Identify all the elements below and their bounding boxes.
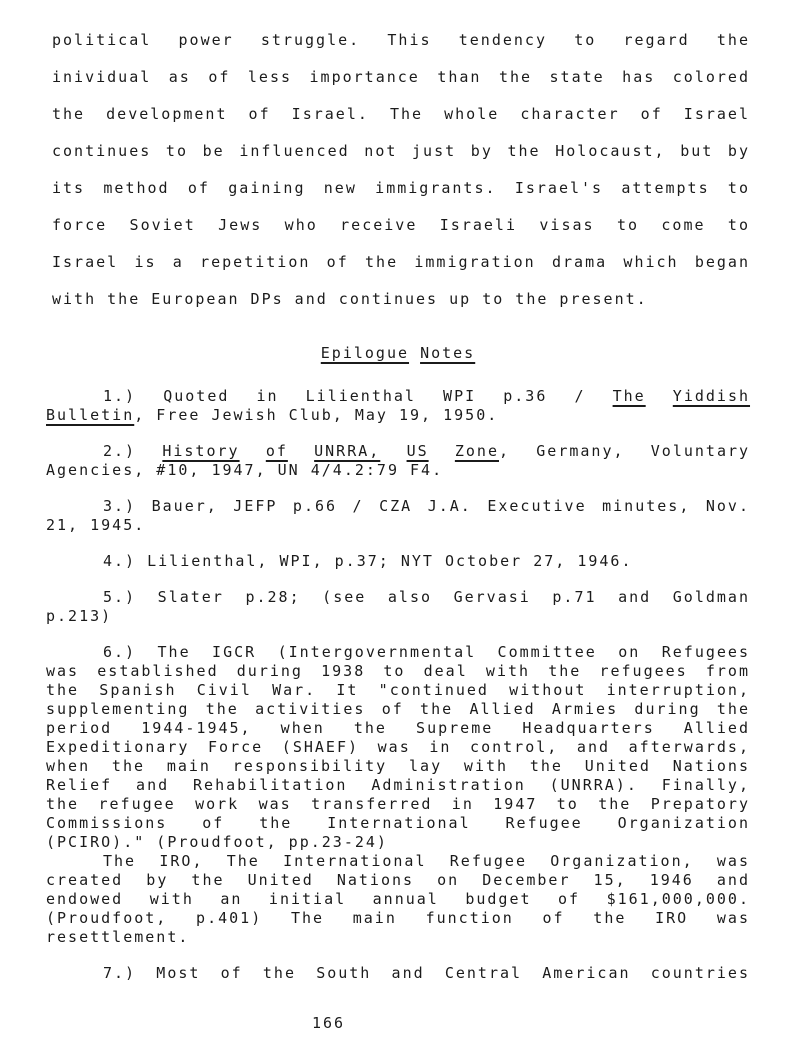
underlined-text: The: [612, 387, 646, 405]
text-line: [46, 719, 750, 738]
text-segment: the Spanish Civil War. It "continued without interruption,: [46, 681, 750, 699]
text-line: [52, 244, 750, 281]
text-segment: 7.) Most of the South and Central American countries: [103, 964, 750, 982]
text-line: [46, 738, 750, 757]
text-segment: , Germany, Voluntary: [499, 442, 751, 460]
text-segment: 3.) Bauer, JEFP p.66 / CZA J.A. Executive minutes, Nov.: [103, 497, 750, 515]
text-line: [46, 964, 750, 983]
text-segment: (PCIRO)." (Proudfoot, pp.23-24): [46, 833, 388, 851]
note-block: [46, 552, 750, 571]
underlined-text: US: [406, 442, 429, 460]
text-segment: The IRO, The International Refugee Organization, was: [103, 852, 750, 870]
text-line: [46, 662, 750, 681]
underlined-text: Zone: [454, 442, 499, 460]
text-segment: endowed with an initial annual budget of $161,000,000.: [46, 890, 750, 908]
text-line: [52, 281, 750, 318]
text-segment: with the European DPs and continues up to the present.: [52, 290, 648, 308]
text-line: [46, 681, 750, 700]
underlined-text: of: [265, 442, 288, 460]
text-line: [46, 871, 750, 890]
text-line: [52, 96, 750, 133]
text-line: [52, 22, 750, 59]
text-line: [46, 643, 750, 662]
note-block: [46, 643, 750, 947]
text-segment: inividual as of less importance than the state has colored: [52, 68, 750, 86]
text-segment: (Proudfoot, p.401) The main function of the IRO was: [46, 909, 750, 927]
text-segment: when the main responsibility lay with the United Nations: [46, 757, 750, 775]
text-line: [46, 776, 750, 795]
text-segment: force Soviet Jews who receive Israeli visas to come to: [52, 216, 750, 234]
text-segment: 2.): [103, 442, 163, 460]
text-line: [52, 207, 750, 244]
text-line: [46, 909, 750, 928]
text-segment: created by the United Nations on December 15, 1946 and: [46, 871, 750, 889]
text-line: [46, 442, 750, 461]
text-segment: Agencies, #10, 1947, UN 4/4.2:79 F4.: [46, 461, 444, 479]
text-line: [46, 795, 750, 814]
text-segment: 21, 1945.: [46, 516, 146, 534]
page-number: 166: [312, 1014, 346, 1032]
text-segment: 4.) Lilienthal, WPI, p.37; NYT October 27, 1946.: [103, 552, 633, 570]
paragraph-block: [52, 22, 750, 318]
text-line: [46, 387, 750, 406]
text-segment: [240, 442, 266, 460]
text-segment: [646, 387, 673, 405]
text-segment: p.213): [46, 607, 113, 625]
note-block: [46, 442, 750, 480]
text-segment: 1.) Quoted in Lilienthal WPI p.36 /: [103, 387, 613, 405]
text-line: [46, 497, 750, 516]
text-segment: 5.) Slater p.28; (see also Gervasi p.71 and Goldman: [103, 588, 750, 606]
text-line: [52, 133, 750, 170]
text-segment: the refugee work was transferred in 1947 to the Prepatory: [46, 795, 750, 813]
note-block: [46, 964, 750, 983]
text-line: [46, 814, 750, 833]
text-segment: the development of Israel. The whole character of Israel: [52, 105, 750, 123]
text-line: [46, 516, 750, 535]
text-segment: was established during 1938 to deal with the refugees from: [46, 662, 750, 680]
text-line: [46, 928, 750, 947]
underlined-text: UNRRA,: [314, 442, 381, 460]
text-segment: period 1944-1945, when the Supreme Headquarters Allied: [46, 719, 750, 737]
underlined-text: Yiddish: [672, 387, 751, 405]
text-line: [46, 406, 750, 425]
text-line: [46, 461, 750, 480]
text-segment: Relief and Rehabilitation Administration (UNRRA). Finally,: [46, 776, 750, 794]
text-line: [52, 59, 750, 96]
text-line: [46, 607, 750, 626]
text-segment: Expeditionary Force (SHAEF) was in control, and afterwards,: [46, 738, 750, 756]
text-line: [52, 170, 750, 207]
text-line: [46, 588, 750, 607]
text-segment: , Free Jewish Club, May 19, 1950.: [134, 406, 499, 424]
text-line: [46, 552, 750, 571]
underlined-text: Notes: [420, 344, 476, 362]
text-segment: Commissions of the International Refugee Organization: [46, 814, 750, 832]
heading-block: [46, 344, 750, 363]
note-block: [46, 588, 750, 626]
text-segment: resettlement.: [46, 928, 190, 946]
text-line: [46, 833, 750, 852]
text-segment: [288, 442, 314, 460]
underlined-text: History: [162, 442, 240, 460]
text-segment: [380, 442, 406, 460]
text-segment: supplementing the activities of the Allied Armies during the: [46, 700, 750, 718]
document-blocks: [46, 22, 750, 1000]
underlined-text: Bulletin: [46, 406, 135, 424]
text-line: [46, 852, 750, 871]
text-line: [46, 344, 750, 363]
underlined-text: Epilogue: [320, 344, 410, 362]
text-line: [46, 700, 750, 719]
text-segment: 6.) The IGCR (Intergovernmental Committee on Refugees: [103, 643, 750, 661]
text-segment: continues to be influenced not just by the Holocaust, but by: [52, 142, 750, 160]
text-segment: political power struggle. This tendency to regard the: [52, 31, 750, 49]
text-line: [46, 890, 750, 909]
note-block: [46, 497, 750, 535]
text-segment: its method of gaining new immigrants. Israel's attempts to: [52, 179, 750, 197]
text-segment: [429, 442, 455, 460]
note-block: [46, 387, 750, 425]
text-line: [46, 757, 750, 776]
text-segment: [409, 344, 420, 362]
text-segment: Israel is a repetition of the immigration drama which began: [52, 253, 750, 271]
